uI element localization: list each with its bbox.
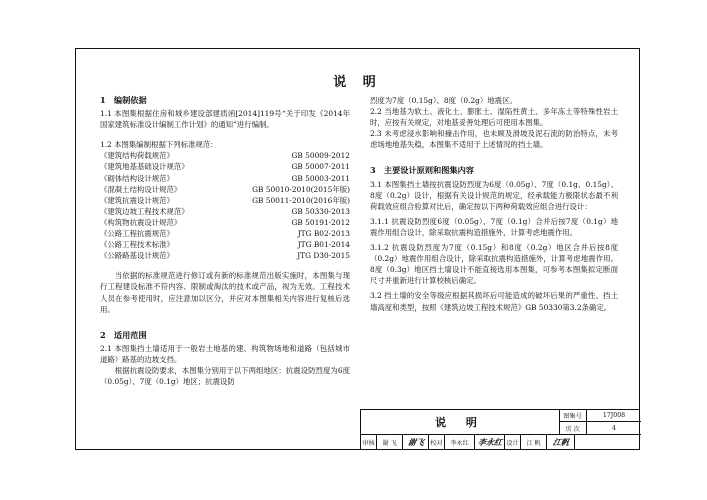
standard-name: 《混凝土结构设计规范》 [100, 184, 182, 194]
list-item [100, 217, 350, 228]
paragraph-1-3: 当依据的标准规范进行修订或有新的标准规范出版实施时，本图集与现行工程建设标准不符内容、限制或淘汰的技术或产品，视为无效。工程技术人员在参考使用时，应注意加以区分，并应对本图集相关内容进行复核后选用。 [100, 271, 350, 314]
paragraph-1-1: 1.1 本图集根据住房和城乡建设部建质函[2014]119号“关于印发《2014年国家建筑标准设计编制工作计划》的通知”进行编制。 [100, 109, 350, 130]
standard-name: 《砌体结构设计规范》 [100, 173, 174, 183]
standard-code: GB 50009-2012 [291, 151, 350, 161]
list-item [100, 150, 350, 161]
list-item [100, 173, 350, 184]
standard-name: 《建筑边坡工程技术规范》 [100, 206, 189, 216]
standard-code: GB 50191-2012 [291, 217, 350, 227]
page-number: 4 [612, 424, 616, 432]
drawing-frame [75, 48, 640, 450]
standards-list [100, 150, 350, 261]
section-heading-2: 2 适用范围 [100, 329, 147, 340]
check-signature: 李永红 [476, 436, 503, 447]
standard-name: 《公路工程技术标准》 [100, 240, 174, 250]
paragraph-2-3: 2.3 未考虑浸水影响和撞击作用，也未顾及滑坡及泥石流的防治特点，未考虑场地地基失稳，本图集不适用于上述情况的挡土墙。 [370, 129, 618, 150]
standard-name: 《构筑物抗震设计规范》 [100, 217, 182, 227]
page-title: 说 明 [333, 75, 382, 90]
list-item [100, 184, 350, 195]
title-block-name: 说 明 [361, 410, 560, 434]
section-heading-3: 3 主要设计原则和图集内容 [370, 165, 474, 176]
atlas-number-label: 图集号 [559, 410, 587, 422]
atlas-number: 17J008 [587, 410, 641, 422]
standard-code: GB 50010-2010(2015年版) [252, 184, 350, 194]
left-column [100, 89, 350, 387]
paragraph-2-1-cont: 根据抗震设防要求，本图集分别用于以下两组地区：抗震设防烈度为6度（0.05g）、7度（0.1g）地区；抗震设防 [100, 365, 350, 387]
standard-name: 《公路路基设计规范》 [100, 251, 174, 261]
check-label: 校对 [429, 434, 445, 450]
paragraph-3-1-1: 3.1.1 抗震设防烈度6度（0.05g）、7度（0.1g）合并后按7度（0.1g）地震作用组合设计，除采取抗震构造措施外，计算考虑地震作用。 [370, 216, 618, 237]
paragraph-3-1: 3.1 本图集挡土墙按抗震设防烈度为6度（0.05g）、7度（0.1g、0.15g）、8度（0.2g）设计，根据有关设计规范的规定，经承载能力极限状态最不利荷载效应组合验算对比后，确定按以下两种荷载效应组合进行设计： [370, 179, 618, 211]
right-column [370, 89, 618, 313]
list-item [100, 250, 350, 261]
list-item [100, 206, 350, 217]
paragraph-2-1: 2.1 本图集挡土墙适用于一般岩土地基的建、构筑物场地和道路（包括城市道路）路基的边坡支挡。 [100, 343, 350, 364]
paragraph-1-2: 1.2 本图集编制根据下列标准规范： [100, 140, 218, 150]
design-label: 设计 [505, 434, 521, 450]
list-item [100, 195, 350, 206]
review-signature: 谢飞 [406, 436, 425, 447]
standard-name: 《建筑结构荷载规范》 [100, 151, 174, 161]
section-heading-1: 1 编制依据 [100, 95, 147, 105]
standard-code: JTG B01-2014 [297, 240, 350, 250]
paragraph-2-2: 2.2 当地基为软土、液化土、膨胀土、湿陷性黄土、多年冻土等特殊性岩土时，应按有关规定，对地基妥善处理后可使用本图集。 [370, 107, 618, 128]
title-block-blank [575, 434, 641, 450]
standard-name: 《建筑抗震设计规范》 [100, 195, 174, 205]
paragraph-2-1-end: 烈度为7度（0.15g）、8度（0.2g）地震区。 [370, 96, 517, 105]
standard-name: 《建筑地基基础设计规范》 [100, 162, 189, 172]
check-name: 李永红 [445, 434, 475, 450]
paragraph-3-1-2: 3.1.2 抗震设防烈度为7度（0.15g）和8度（0.2g）地区合并后按8度（0.2g）地震作用组合设计，除采取抗震构造措施外，计算考虑地震作用。8度（0.3g）地区挡土墙设计不能直接选用本图集，可参考本图集拟定断面尺寸并重新进行计算校核后确定。 [370, 243, 618, 286]
review-name: 谢 飞 [377, 434, 403, 450]
standard-code: GB 50011-2010(2016年版) [252, 195, 350, 205]
paragraph-3-2: 3.2 挡土墙的安全等级应根据其损坏后可能造成的破坏后果的严重性、挡土墙高度和类型，按照《建筑边坡工程技术规范》GB 50330第3.2条确定。 [370, 291, 618, 312]
list-item [100, 239, 350, 250]
design-signature: 江帆 [551, 436, 570, 447]
title-block [360, 409, 640, 449]
page-number-label: 页 次 [559, 422, 587, 434]
standard-code: GB 50007-2011 [291, 162, 350, 172]
list-item [100, 161, 350, 172]
standard-code: JTG B02-2013 [297, 229, 350, 239]
design-name: 江 帆 [521, 434, 547, 450]
standard-code: JTG D30-2015 [297, 251, 350, 261]
standard-code: GB 50330-2013 [291, 206, 350, 216]
standard-name: 《公路工程抗震规范》 [100, 229, 174, 239]
standard-code: GB 50003-2011 [291, 173, 350, 183]
review-label: 审核 [361, 434, 377, 450]
list-item [100, 228, 350, 239]
